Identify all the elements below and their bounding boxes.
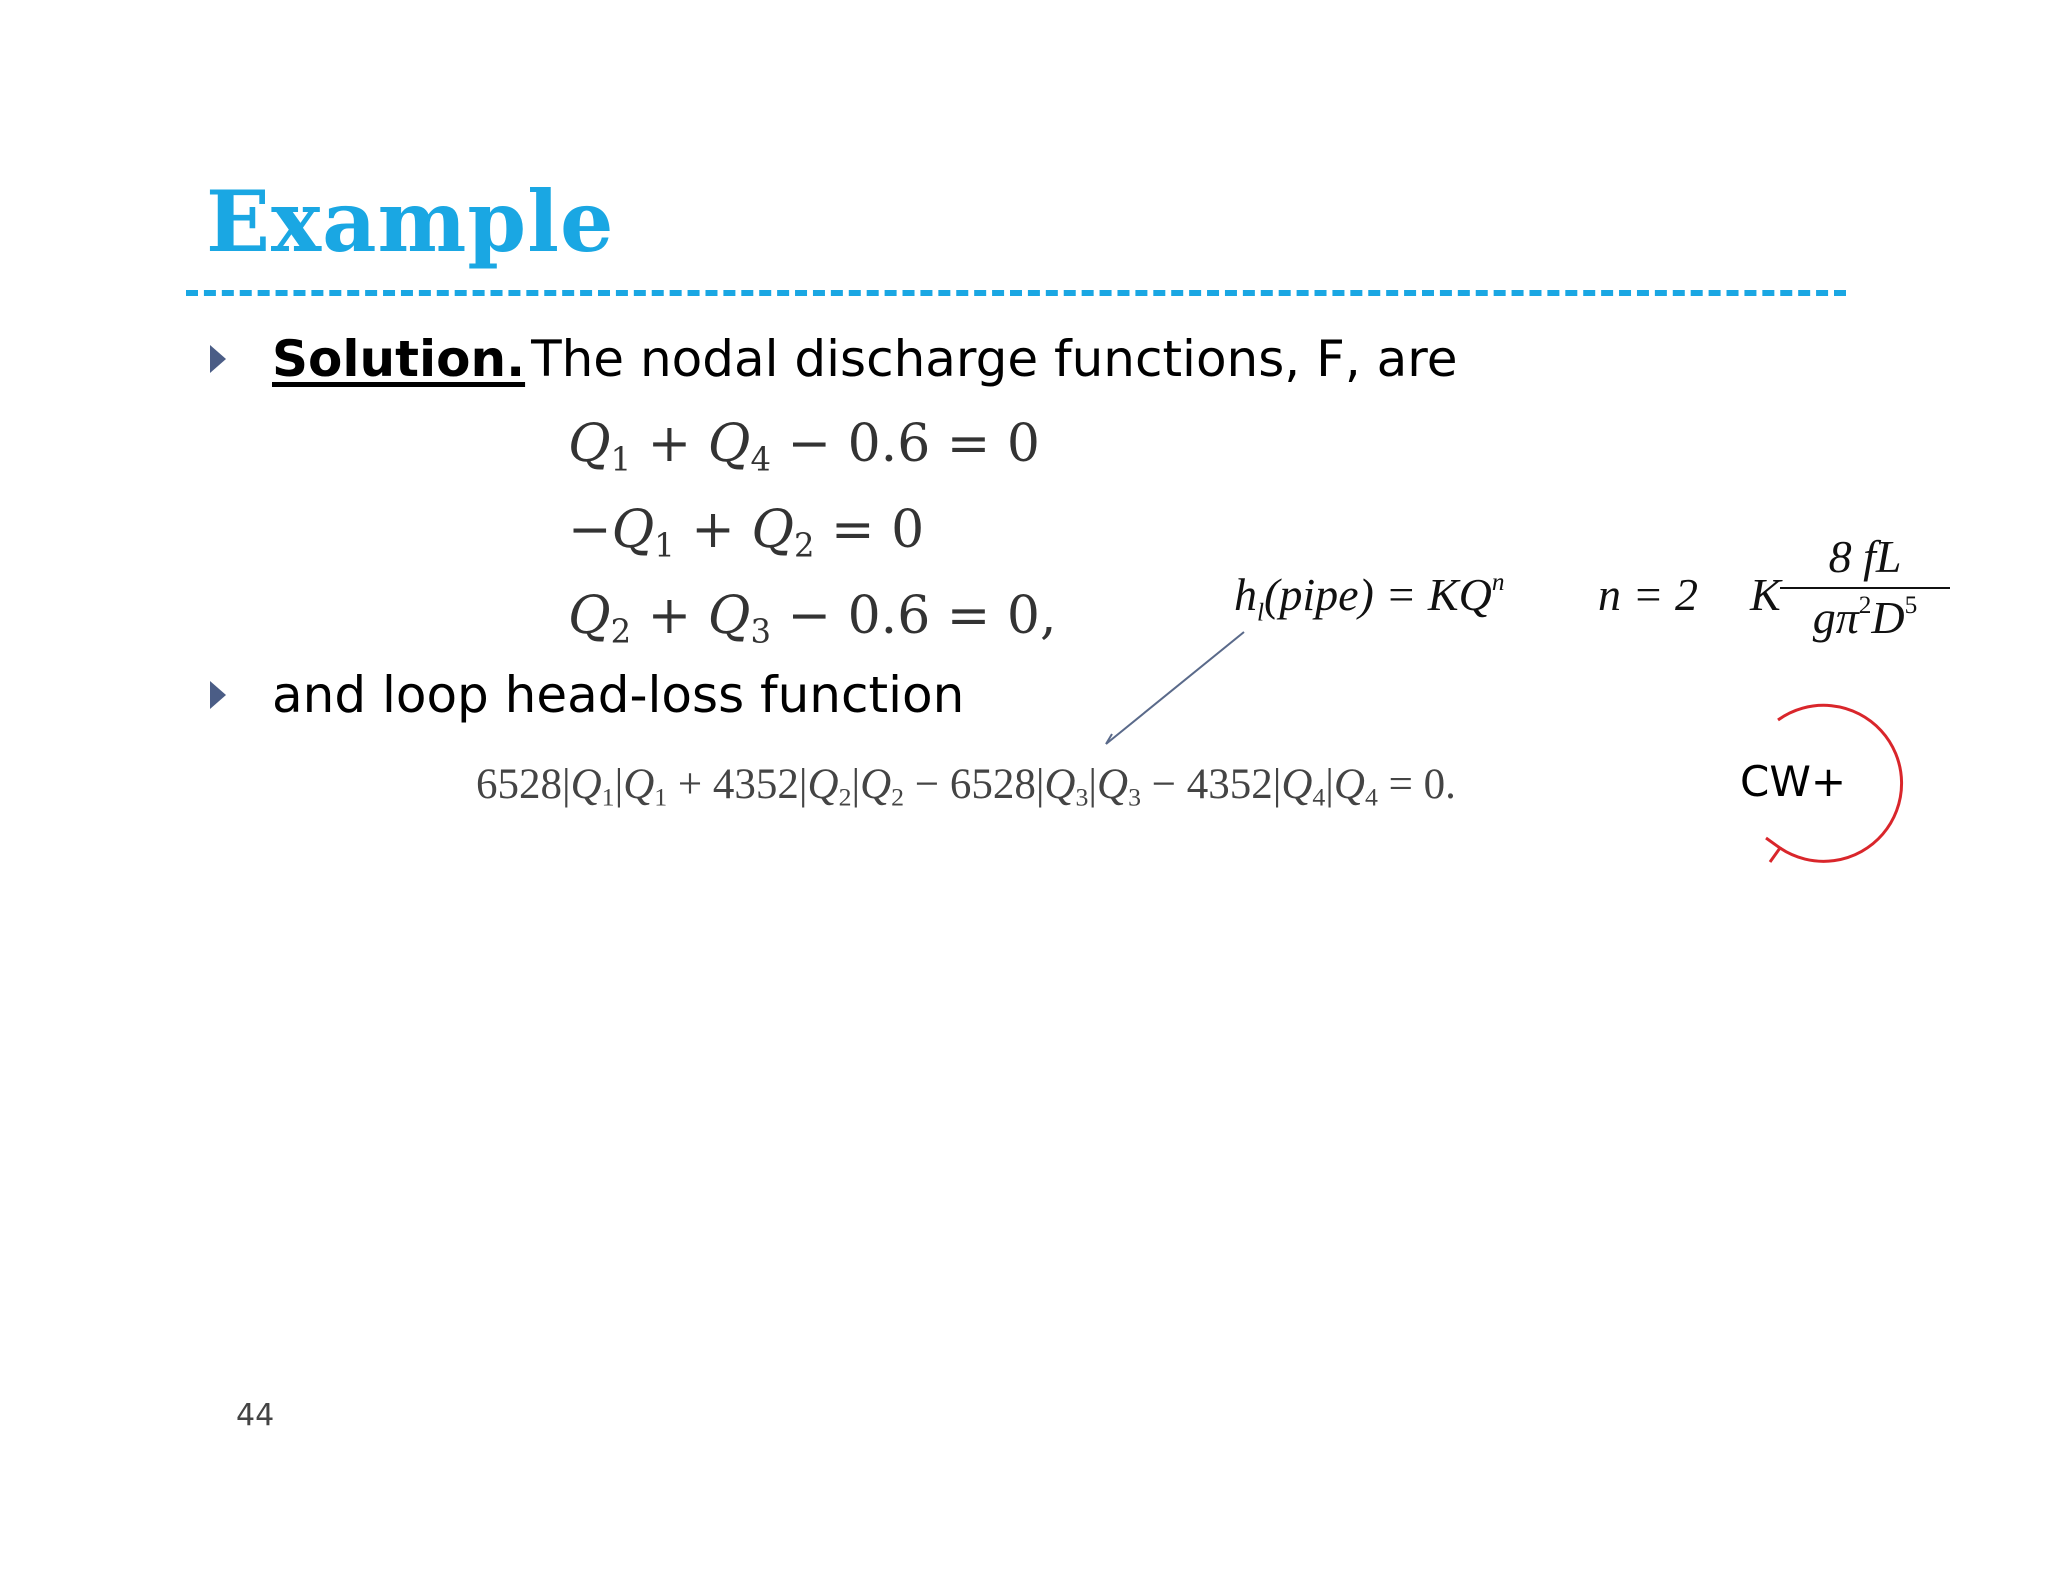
nodal-equation-2: $-Q_1 + Q_2 = 0$ bbox=[568, 500, 925, 565]
k-symbol: K bbox=[1750, 569, 1781, 620]
solution-label: Solution. bbox=[272, 330, 526, 388]
loop-equation: $6528|Q_1|Q_1 + 4352|Q_2|Q_2 - 6528|Q_3|Q_3 - 4352|Q_4|Q_4 = 0$. bbox=[476, 761, 1456, 812]
nodal-equation-3: $Q_2 + Q_3 - 0.6 = 0$, bbox=[568, 586, 1057, 651]
k-numerator: 8 fL bbox=[1828, 531, 1902, 582]
exponent-value: n = 2 bbox=[1598, 569, 1699, 620]
page-number: 44 bbox=[236, 1398, 275, 1433]
arrowhead-icon bbox=[1766, 838, 1780, 862]
pointer-line bbox=[1106, 632, 1244, 744]
clockwise-arrow-icon bbox=[1778, 705, 1902, 861]
k-denominator: $g\pi^2D^5$ bbox=[1812, 591, 1918, 644]
clockwise-positive-label: CW+ bbox=[1740, 757, 1847, 806]
loop-intro-text: and loop head-loss function bbox=[272, 666, 965, 724]
solution-text: The nodal discharge functions, F, are bbox=[531, 330, 1458, 388]
head-loss-formula: $h_l(pipe) = KQ^n$ bbox=[1234, 568, 1505, 627]
nodal-equation-1: $Q_1 + Q_4 - 0.6 = 0$ bbox=[568, 414, 1040, 479]
slide-title: Example bbox=[206, 172, 615, 271]
